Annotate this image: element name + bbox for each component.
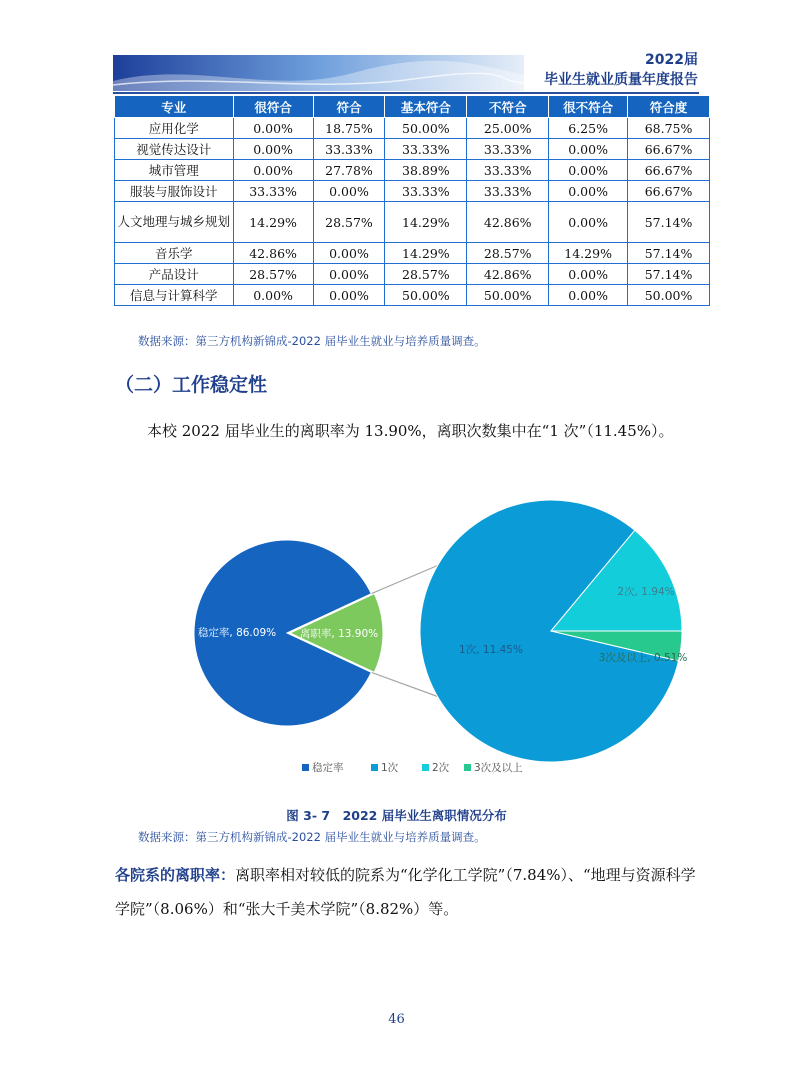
cell-value: 28.57% [313,202,385,243]
col-header-fit: 符合 [313,96,385,118]
intro-paragraph: 本校 2022 届毕业生的离职率为 13.90%，离职次数集中在“1 次”（11.45%）。 [147,422,674,440]
cell-value: 0.00% [549,160,628,181]
cell-major: 音乐学 [115,243,234,264]
cell-value: 42.86% [467,202,549,243]
cell-value: 57.14% [628,264,710,285]
cell-value: 0.00% [233,285,313,306]
cell-value: 0.00% [233,139,313,160]
col-header-major: 专业 [115,96,234,118]
department-paragraph-lead: 各院系的离职率： [115,866,236,884]
legend-label: 3次及以上 [474,762,523,774]
cell-value: 33.33% [385,139,467,160]
cell-major: 城市管理 [115,160,234,181]
cell-value: 0.00% [233,118,313,139]
cell-value: 50.00% [385,118,467,139]
cell-value: 33.33% [233,181,313,202]
cell-value: 28.57% [467,243,549,264]
section-title: （二）工作稳定性 [115,374,268,396]
cell-major: 信息与计算科学 [115,285,234,306]
cell-major: 服装与服饰设计 [115,181,234,202]
cell-value: 33.33% [467,139,549,160]
subpie-label-once: 1次, 11.45% [459,644,523,656]
legend-label: 2次 [432,762,450,774]
col-header-very-unfit: 很不符合 [549,96,628,118]
cell-value: 28.57% [233,264,313,285]
col-header-fit-degree: 符合度 [628,96,710,118]
cell-value: 57.14% [628,243,710,264]
cell-value: 38.89% [385,160,467,181]
department-paragraph [115,858,705,926]
cell-value: 66.67% [628,139,710,160]
cell-value: 14.29% [385,202,467,243]
cell-value: 0.00% [549,202,628,243]
cell-value: 50.00% [628,285,710,306]
cell-value: 57.14% [628,202,710,243]
cell-major: 人文地理与城乡规划 [115,202,234,243]
cell-value: 14.29% [233,202,313,243]
cell-value: 0.00% [313,243,385,264]
col-header-basic-fit: 基本符合 [385,96,467,118]
cell-value: 33.33% [467,160,549,181]
cell-value: 33.33% [313,139,385,160]
subpie-label-three-plus: 3次及以上, 0.51% [598,652,688,664]
cell-value: 0.00% [549,181,628,202]
cell-value: 0.00% [313,181,385,202]
cell-value: 28.57% [385,264,467,285]
pie-label-stable: 稳定率, 86.09% [197,627,277,639]
legend-swatch [302,764,309,771]
cell-major: 应用化学 [115,118,234,139]
cell-value: 14.29% [385,243,467,264]
cell-value: 0.00% [313,285,385,306]
cell-value: 14.29% [549,243,628,264]
cell-value: 18.75% [313,118,385,139]
figure-caption: 图 3- 7 2022 届毕业生离职情况分布 [286,808,507,823]
cell-value: 0.00% [549,139,628,160]
legend-swatch [422,764,429,771]
cell-value: 0.00% [549,264,628,285]
col-header-not-fit: 不符合 [467,96,549,118]
legend-swatch [371,764,378,771]
legend-swatch [464,764,471,771]
cell-value: 50.00% [467,285,549,306]
cell-value: 68.75% [628,118,710,139]
header-report-title: 毕业生就业质量年度报告 [544,72,698,88]
col-header-very-fit: 很符合 [233,96,313,118]
cell-value: 27.78% [313,160,385,181]
cell-value: 0.00% [313,264,385,285]
cell-major: 产品设计 [115,264,234,285]
department-paragraph-text: 离职率相对较低的院系为“化学化工学院”（7.84%）、“地理与资源科学学院”（8.06%）和“张大千美术学院”（8.82%）等。 [115,866,696,918]
pie-label-quit: 离职率, 13.90% [299,628,379,640]
cell-value: 42.86% [467,264,549,285]
cell-value: 6.25% [549,118,628,139]
page-number: 46 [388,1012,405,1027]
cell-value: 0.00% [549,285,628,306]
cell-major: 视觉传达设计 [115,139,234,160]
cell-value: 33.33% [385,181,467,202]
legend-label: 稳定率 [312,762,344,774]
cell-value: 33.33% [467,181,549,202]
subpie-label-twice: 2次, 1.94% [617,586,675,598]
cell-value: 0.00% [233,160,313,181]
table-source-note: 数据来源：第三方机构新锦成-2022 届毕业生就业与培养质量调查。 [138,334,486,348]
cell-value: 50.00% [385,285,467,306]
cell-value: 66.67% [628,181,710,202]
chart-source-note: 数据来源：第三方机构新锦成-2022 届毕业生就业与培养质量调查。 [138,830,486,844]
cell-value: 25.00% [467,118,549,139]
cell-value: 66.67% [628,160,710,181]
cell-value: 42.86% [233,243,313,264]
legend-label: 1次 [381,762,399,774]
header-year: 2022届 [645,52,698,68]
